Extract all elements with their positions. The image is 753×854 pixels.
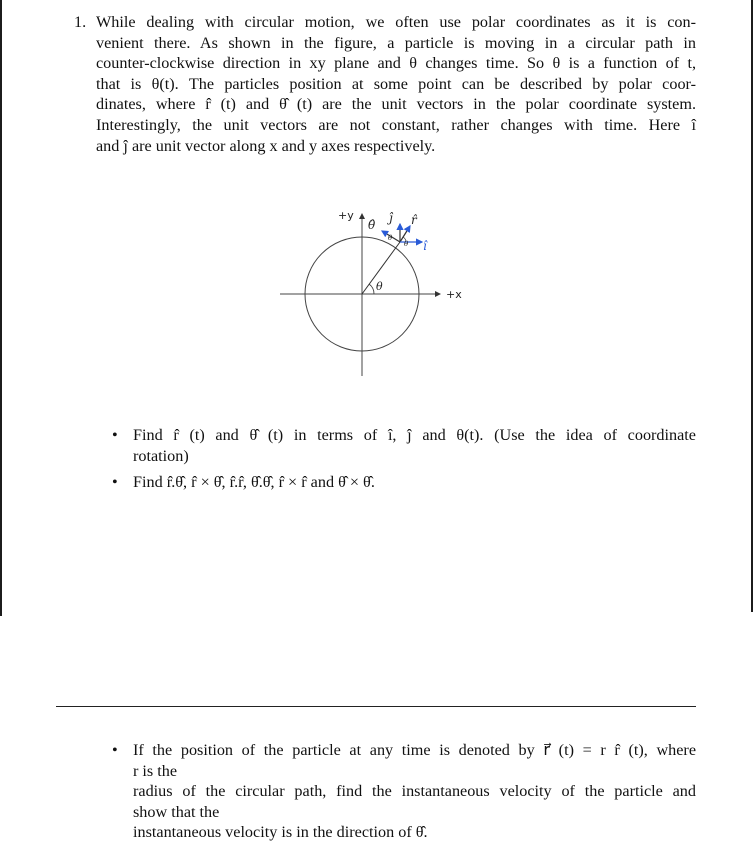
bullet-line: r is the — [133, 761, 178, 780]
bullet-dot: • — [112, 473, 118, 492]
bullet-dot: • — [112, 741, 118, 759]
problem-number: 1. — [74, 13, 87, 31]
theta-arc-center — [369, 284, 374, 294]
bullet-item — [112, 740, 696, 843]
label-plus-y: +y — [338, 209, 354, 222]
bullet-line: If the position of the particle at any time is denoted by r⃗ (t) = r r̂ (t), where — [133, 741, 696, 759]
problem-line: Interestingly, the unit vectors are not constant, rather changes with time. Here î — [96, 115, 696, 134]
polar-coordinates-figure — [270, 200, 480, 380]
problem-line: venient there. As shown in the figure, a particle is moving in a circular path in — [96, 33, 696, 52]
problem-line: that is θ(t). The particles position at some point can be described by polar coor- — [96, 74, 696, 93]
label-j-hat: ĵ — [389, 211, 393, 225]
problem-line: dinates, where r̂ (t) and θ̂ (t) are the unit vectors in the polar coordinate system. — [96, 95, 696, 114]
page-edge-left — [0, 0, 2, 616]
label-r-hat: r̂ — [411, 213, 417, 227]
label-theta-small-1: θ — [388, 234, 393, 242]
bullet-list-top — [112, 425, 696, 499]
label-theta-small-2: θ — [404, 240, 409, 248]
horizontal-rule — [56, 706, 696, 707]
problem-line: and ĵ are unit vector along x and y axes respectively. — [96, 136, 436, 155]
bullet-item — [112, 472, 696, 493]
label-i-hat: î — [423, 239, 427, 253]
bullet-line: show that the — [133, 802, 220, 821]
label-theta-hat: θ̂ — [368, 218, 376, 232]
bullet-line: radius of the circular path, find the instantaneous velocity of the particle and — [133, 782, 696, 801]
label-plus-x: +x — [446, 288, 462, 301]
problem-line: counter-clockwise direction in xy plane and θ changes time. So θ is a function of t, — [96, 54, 696, 73]
bullet-dot: • — [112, 426, 118, 444]
bullet-item — [112, 425, 696, 466]
bullet-line: rotation) — [133, 446, 189, 465]
problem-line: While dealing with circular motion, we often use polar coordinates as it is con- — [96, 13, 696, 31]
bullet-list-bottom — [112, 740, 696, 849]
bullet-line: Find r̂.θ̂, r̂ × θ̂, r̂.r̂, θ̂.θ̂, r̂ × r̂ and θ̂ × θ̂. — [133, 473, 375, 492]
label-theta-center: θ — [376, 280, 383, 293]
bullet-line: instantaneous velocity is in the direction of θ̂. — [133, 823, 428, 842]
problem-statement — [74, 12, 696, 156]
bullet-line: Find r̂ (t) and θ̂ (t) in terms of î, ĵ and θ(t). (Use the idea of coordinate — [133, 426, 696, 444]
